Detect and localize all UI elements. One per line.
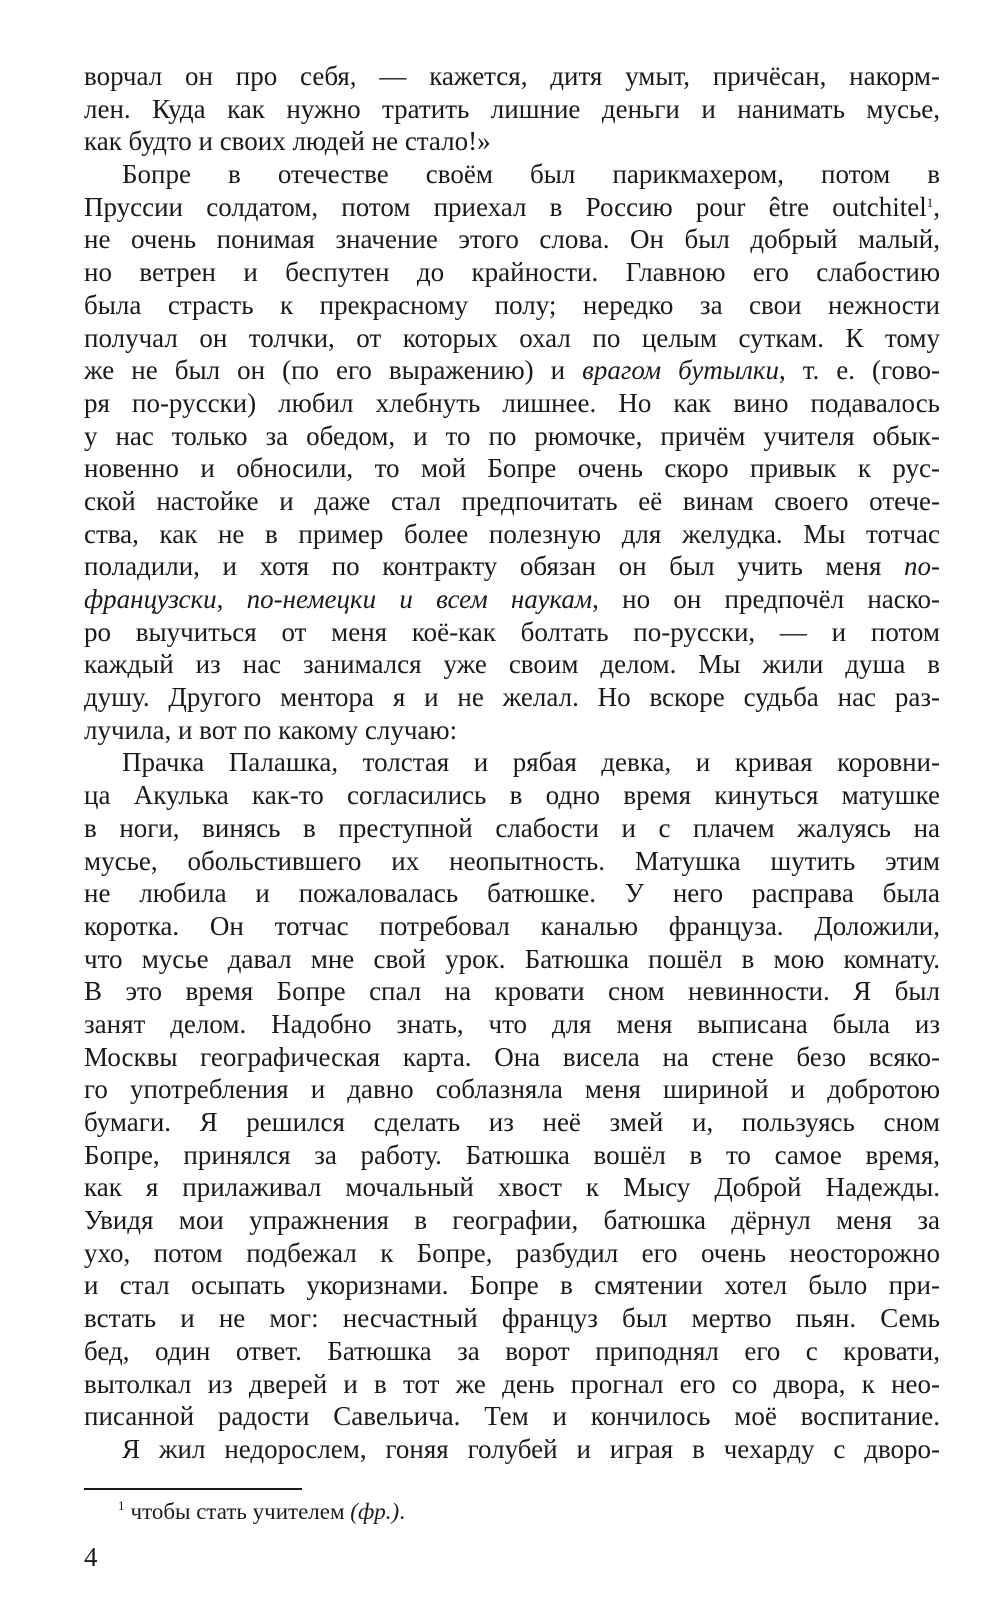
text-segment: и стал осыпать укоризнами. Бопре в смятении хотел было при- bbox=[84, 1270, 940, 1301]
text-line bbox=[84, 550, 940, 583]
text-segment: встать и не мог: несчастный француз был мертво пьян. Семь bbox=[84, 1303, 940, 1334]
text-segment: не любила и пожаловалась батюшке. У него расправа была bbox=[84, 878, 940, 909]
text-line bbox=[84, 616, 940, 649]
text-line bbox=[84, 158, 940, 191]
footnote-language-note: (фр.) bbox=[350, 1499, 400, 1524]
text-segment: Москвы географическая карта. Она висела на стене безо всяко- bbox=[84, 1041, 940, 1072]
text-segment: Пруссии солдатом, потом приехал в Россию pour être outchitel bbox=[84, 191, 927, 222]
text-segment: как будто и своих людей не стало!» bbox=[84, 126, 491, 157]
text-line bbox=[84, 1008, 940, 1041]
text-segment: ства, как не в пример более полезную для желудка. Мы тотчас bbox=[84, 518, 940, 549]
text-line bbox=[84, 648, 940, 681]
text-line bbox=[84, 845, 940, 878]
text-segment: получал он толчки, от которых охал по целым суткам. К тому bbox=[84, 322, 940, 353]
text-segment: в ноги, винясь в преступной слабости и с плачем жалуясь на bbox=[84, 812, 940, 843]
text-line bbox=[84, 1433, 940, 1466]
text-segment: ря по-русски) любил хлебнуть лишнее. Но как вино подавалось bbox=[84, 387, 940, 418]
text-line bbox=[84, 714, 940, 747]
text-line bbox=[84, 1400, 940, 1433]
text-line bbox=[84, 518, 940, 551]
text-line bbox=[84, 93, 940, 126]
text-segment: ской настойке и даже стал предпочитать её винам своего отече- bbox=[84, 485, 940, 516]
text-line bbox=[84, 681, 940, 714]
footnote-divider bbox=[84, 1488, 302, 1490]
text-segment: Увидя мои упражнения в географии, батюшка дёрнул меня за bbox=[84, 1205, 940, 1236]
footnote-reference: 1 bbox=[926, 194, 934, 210]
text-segment: вытолкал из дверей и в тот же день прогнал его со двора, к нео- bbox=[84, 1368, 940, 1399]
text-segment: ворчал он про себя, — кажется, дитя умыт, причёсан, накорм- bbox=[84, 61, 940, 91]
text-segment: мусье, обольстившего их неопытность. Матушка шутить этим bbox=[84, 845, 940, 876]
text-line bbox=[84, 191, 940, 224]
text-line bbox=[84, 125, 940, 158]
text-segment: го употребления и давно соблазняла меня шириной и добротою bbox=[84, 1074, 940, 1105]
italic-text: по- bbox=[904, 551, 940, 582]
text-segment: писанной радости Савельича. Тем и кончилось моё воспитание. bbox=[84, 1401, 940, 1432]
footnote-text: чтобы стать учителем bbox=[130, 1499, 351, 1524]
text-segment: , но он предпочёл наско- bbox=[592, 584, 941, 614]
text-segment: коротка. Он тотчас потребовал каналью француза. Доложили, bbox=[84, 910, 940, 941]
text-segment: Я жил недорослем, гоняя голубей и играя в чехарду с дворо- bbox=[122, 1433, 940, 1464]
text-segment: новенно и обносили, то мой Бопре очень скоро привык к рус- bbox=[84, 453, 940, 484]
text-line bbox=[84, 289, 940, 322]
text-line bbox=[84, 910, 940, 943]
text-segment: же не был он (по его выражению) и bbox=[84, 355, 583, 386]
text-segment: лучила, и вот по какому случаю: bbox=[84, 714, 458, 745]
text-line bbox=[84, 1139, 940, 1172]
text-segment: ро выучиться от меня коё-как болтать по-русски, — и потом bbox=[84, 616, 940, 647]
text-line bbox=[84, 452, 940, 485]
text-line bbox=[84, 387, 940, 420]
text-line bbox=[84, 1269, 940, 1302]
text-line bbox=[84, 779, 940, 812]
text-segment: , bbox=[933, 191, 940, 222]
text-line bbox=[84, 943, 940, 976]
italic-text: врагом бутылки bbox=[582, 355, 779, 386]
footnote-marker: 1 bbox=[118, 1498, 125, 1513]
text-line bbox=[84, 223, 940, 256]
text-segment: душу. Другого ментора я и не желал. Но вскоре судьба нас раз- bbox=[84, 682, 940, 713]
footnote-period: . bbox=[399, 1499, 405, 1524]
text-segment: поладили, и хотя по контракту обязан он был учить меня bbox=[84, 551, 904, 582]
text-line bbox=[84, 1073, 940, 1106]
text-line bbox=[84, 1237, 940, 1270]
text-line bbox=[84, 1368, 940, 1401]
text-segment: ца Акулька как-то согласились в одно время кинуться матушке bbox=[84, 780, 940, 811]
text-line bbox=[84, 485, 940, 518]
text-line bbox=[84, 583, 940, 616]
text-line bbox=[84, 1204, 940, 1237]
text-segment: каждый из нас занимался уже своим делом. Мы жили душа в bbox=[84, 649, 940, 680]
footnote bbox=[118, 1498, 405, 1526]
text-line bbox=[84, 746, 940, 779]
text-line bbox=[84, 256, 940, 289]
text-segment: у нас только за обедом, и то по рюмочке, причём учителя обык- bbox=[84, 420, 940, 451]
text-line bbox=[84, 60, 940, 93]
text-line bbox=[84, 322, 940, 355]
text-line bbox=[84, 1106, 940, 1139]
text-line bbox=[84, 1335, 940, 1368]
text-segment: бед, один ответ. Батюшка за ворот приподнял его с кровати, bbox=[84, 1335, 940, 1366]
text-segment: была страсть к прекрасному полу; нередко за свои нежности bbox=[84, 289, 940, 320]
text-segment: что мусье давал мне свой урок. Батюшка пошёл в мою комнату. bbox=[84, 943, 940, 974]
text-line bbox=[84, 420, 940, 453]
text-segment: Прачка Палашка, толстая и рябая девка, и кривая коровни- bbox=[122, 747, 940, 778]
text-segment: как я прилаживал мочальный хвост к Мысу Доброй Надежды. bbox=[84, 1172, 940, 1203]
text-segment: Бопре, принялся за работу. Батюшка вошёл в то самое время, bbox=[84, 1139, 940, 1170]
text-segment: занят делом. Надобно знать, что для меня выписана была из bbox=[84, 1008, 940, 1039]
text-segment: лен. Куда как нужно тратить лишние деньги и нанимать мусье, bbox=[84, 93, 940, 124]
text-line bbox=[84, 1302, 940, 1335]
text-line bbox=[84, 877, 940, 910]
italic-text: французски, по-немецки и всем наукам bbox=[84, 584, 593, 614]
text-line bbox=[84, 812, 940, 845]
text-line bbox=[84, 1041, 940, 1074]
text-segment: бумаги. Я решился сделать из неё змей и, пользуясь сном bbox=[84, 1107, 940, 1137]
text-line bbox=[84, 975, 940, 1008]
text-segment: В это время Бопре спал на кровати сном невинности. Я был bbox=[84, 976, 940, 1007]
text-segment: но ветрен и беспутен до крайности. Главною его слабостию bbox=[84, 257, 940, 288]
text-line bbox=[84, 1171, 940, 1204]
page-number: 4 bbox=[84, 1542, 98, 1572]
text-segment: не очень понимая значение этого слова. Он был добрый малый, bbox=[84, 224, 940, 255]
text-segment: Бопре в отечестве своём был парикмахером, потом в bbox=[122, 159, 940, 190]
text-segment: , т. е. (гово- bbox=[779, 355, 940, 386]
text-segment: ухо, потом подбежал к Бопре, разбудил его очень неосторожно bbox=[84, 1237, 940, 1268]
page-body bbox=[84, 60, 940, 1466]
text-line bbox=[84, 354, 940, 387]
